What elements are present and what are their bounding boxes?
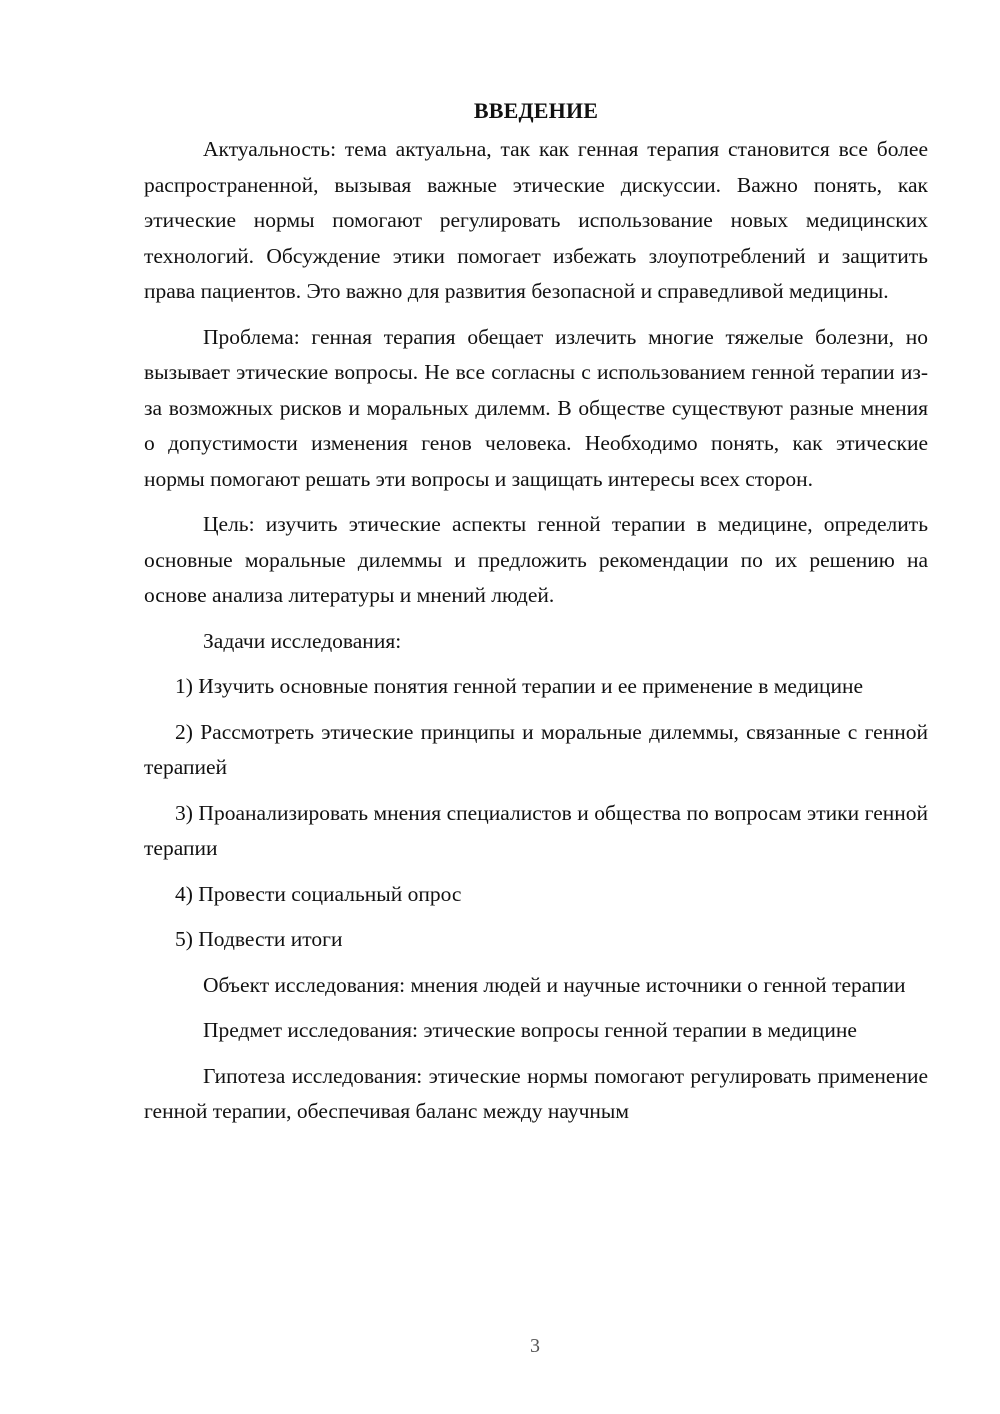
page-number: 3 — [530, 1335, 540, 1357]
task-item-3: 3) Проанализировать мнения специалистов и общества по вопросам этики генной терапии — [144, 800, 928, 860]
paragraph-hypothesis: Гипотеза исследования: этические нормы помогают регулировать применение генной терапии, обеспечивая баланс между научным — [144, 1063, 928, 1123]
task-item-4: 4) Провести социальный опрос — [175, 881, 462, 906]
task-item-1: 1) Изучить основные понятия генной терапии и ее применение в медицине — [175, 674, 864, 698]
paragraph-goal: Цель: изучить этические аспекты генной терапии в медицине, определить основные моральные дилеммы и предложить рекомендации по их решению на основе анализа литературы и мнений людей. — [144, 512, 928, 607]
paragraph-relevance: Актуальность: тема актуальна, так как генная терапия становится все более распространенной, вызывая важные этические дискуссии. Важно понять, как этические нормы помогают регулировать использование новых медицинских технологий. Обсуждение этики помогает избежать злоупотреблений и защитить права пациентов. Это важно для развития безопасной и справедливой медицины. — [144, 137, 928, 303]
task-item-2: 2) Рассмотреть этические принципы и моральные дилеммы, связанные с генной терапией — [144, 719, 928, 779]
paragraph-tasks-heading: Задачи исследования: — [203, 628, 402, 653]
paragraph-subject: Предмет исследования: этические вопросы генной терапии в медицине — [203, 1018, 857, 1042]
task-item-5: 5) Подвести итоги — [175, 927, 343, 951]
paragraph-object: Объект исследования: мнения людей и научные источники о генной терапии — [203, 972, 906, 997]
document-page — [144, 96, 928, 1140]
paragraph-problem: Проблема: генная терапия обещает излечить многие тяжелые болезни, но вызывает этические вопросы. Не все согласны с использованием генной терапии из-за возможных рисков и моральных дилемм. В обществе существуют разные мнения о допустимости изменения генов человека. Необходимо понять, как этические нормы помогают решать эти вопросы и защищать интересы всех сторон. — [144, 324, 928, 491]
section-title: ВВЕДЕНИЕ — [473, 98, 599, 123]
